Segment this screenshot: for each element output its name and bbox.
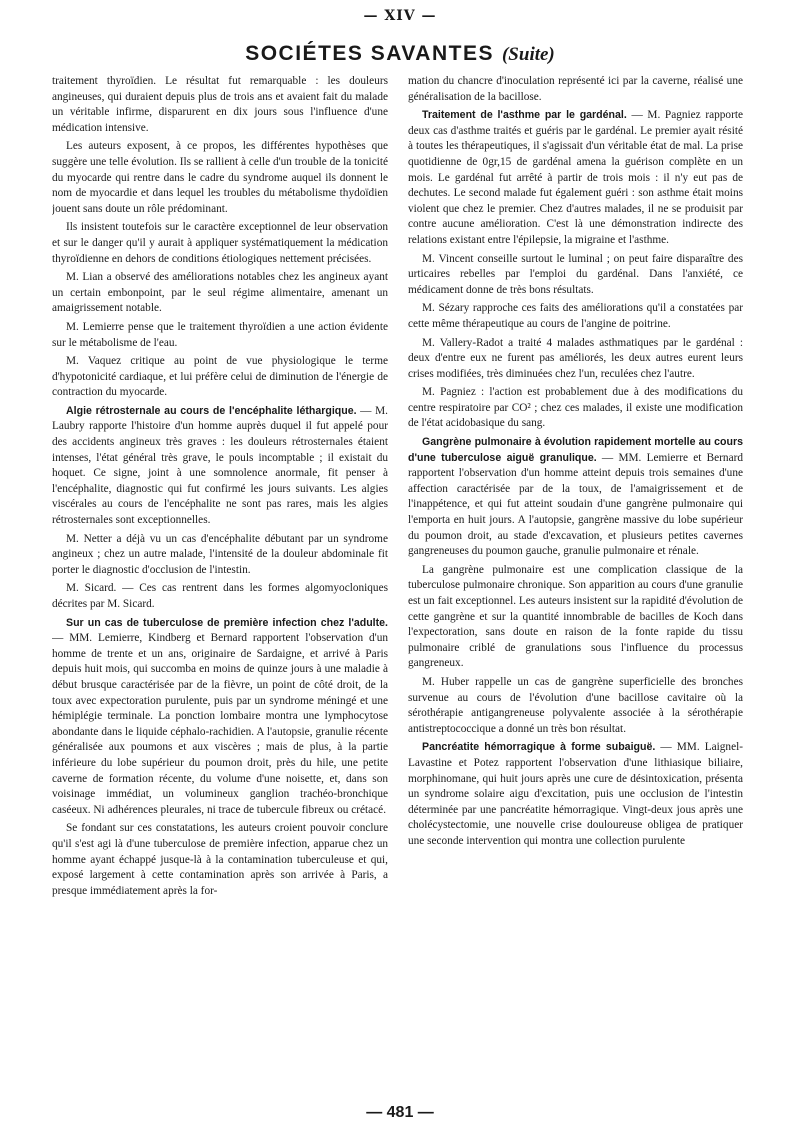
paragraph — [408, 336, 743, 383]
paragraph — [408, 675, 743, 737]
paragraph — [52, 532, 388, 579]
paragraph — [52, 404, 388, 529]
paragraph-text: Se fondant sur ces constatations, les auteurs croient pouvoir conclure qu'il s'est agi là d'une tuberculose de première infection, apparue chez un homme ayant échappé jusque-là à la contamination tuberculeuse et qui, exposé largement à cette contamination après son arrivée à Paris, a presque immédiatement après la for- — [52, 822, 388, 897]
right-column — [408, 74, 743, 1086]
paragraph-text: M. Lemierre pense que le traitement thyroïdien a une action évidente sur le métabolisme de l'eau. — [52, 320, 388, 349]
paragraph-text: Les auteurs exposent, à ce propos, les différentes hypothèses que suggère une telle évolution. Ils se rallient à celle d'un trouble de la tonicité du myocarde qui rentre dans le cadre du syndrome auquel ils donnent le nom de myocardie et dans lequel les troubles du métabolisme thydoïdien jouent sans doute un rôle prédominant. — [52, 140, 388, 215]
paragraph — [52, 220, 388, 267]
paragraph-heading: Sur un cas de tuberculose de première infection chez l'adulte. — [66, 616, 388, 629]
paragraph-text: M. Vincent conseille surtout le luminal ; on peut faire disparaître des urticaires rebelles par l'emploi du gardénal. Dans l'anxiété, ce médicament donne de très bons résultats. — [408, 252, 743, 296]
paragraph — [408, 385, 743, 432]
paragraph-text: M. Netter a déjà vu un cas d'encéphalite débutant par un syndrome angineux ; chez un autre malade, l'intensité de la douleur abdominale fit porter le diagnostic d'occlusion de l'intestin. — [52, 532, 388, 576]
paragraph-text: — MM. Lemierre, Kindberg et Bernard rapportent l'observation d'un homme de trente et un ans, originaire de Sardaigne, et arrivé à Paris depuis huit mois, qui succomba en moins de quinze jours à une maladie à début brusque caractérisée par de la fièvre, un point de côté droit, de la toux avec expectoration purulente, puis par un syndrome méningé et une hémiplégie terminale. La ponction lombaire montra une lymphocytose abondante dans le liquide céphalo-rachidien. A l'autopsie, granulie récente généralisée aux poumons et aux viscères ; mais de plus, à la partie inférieure du lobe supérieur du poumon droit, près du hile, une petite caverne de formation récente, du volume d'une noisette, et, dans son voisinage immédiat, un volumineux ganglion trachéo-bronchique caséeux. Ni adhérences pleurales, ni trace de tubercule fibreux ou crétacé. — [52, 632, 388, 816]
section-title — [0, 42, 800, 66]
paragraph-text: Ils insistent toutefois sur le caractère exceptionnel de leur observation et sur le danger qu'il y aurait à appliquer systématiquement la médication thyroïdienne en dehors de conditions étiologiques nettement précisées. — [52, 221, 388, 265]
paragraph-text: — MM. Lemierre et Bernard rapportent l'observation d'un homme atteint depuis trois semaines d'une affection caractérisée par de la toux, de l'amaigrissement et de l'inappétence, et qui fut atteint soudain d'une gangrène pulmonaire qui l'emporta en huit jours. A l'autopsie, gangrène massive du lobe supérieur du poumon droit, au stade d'excavation, et plusieurs petites cavernes gangreneuses du poumon gauche, granulie pulmonaire et rénale. — [408, 451, 743, 558]
paragraph — [408, 74, 743, 105]
paragraph-heading: Gangrène pulmonaire à évolution rapidement mortelle au cours d'une tuberculose aiguë granulique. — [408, 436, 743, 464]
paragraph — [408, 740, 743, 849]
section-title-suite: (Suite) — [501, 44, 555, 65]
paragraph — [52, 74, 388, 136]
paragraph — [408, 108, 743, 248]
paragraph — [408, 563, 743, 672]
paragraph — [52, 581, 388, 612]
paragraph-text: M. Lian a observé des améliorations notables chez les angineux ayant un certain embonpoint, par le seul régime alimentaire, amenant un amaigrissement notable. — [52, 271, 388, 315]
paragraph — [408, 301, 743, 332]
left-column — [52, 74, 388, 1086]
paragraph — [52, 616, 388, 819]
paragraph-text: — M. Laubry rapporte l'histoire d'un homme auprès duquel il fut appelé pour des accidents angineux très graves : les douleurs rétrosternales étaient intenses, l'état général très grave, le pouls incomptable ; il existait du hoquet. Ce signe, joint à une somnolence anormale, fit penser à l'encéphalite, diagnostic qui fut confirmé les jours suivants. Les algies viscérales au cours de l'encéphalite ne sont pas rares, mais les algies rétrosternales sont exceptionnelles. — [52, 404, 388, 527]
paragraph-heading: Traitement de l'asthme par le gardénal. — [422, 109, 627, 122]
paragraph — [52, 270, 388, 317]
page-number: — 481 — — [366, 1104, 434, 1121]
paragraph-text: — MM. Laignel-Lavastine et Potez rapportent l'observation d'une lithiasique biliaire, morphinomane, qui huit jours après une cure de désintoxication, présenta un syndrome solaire aigu d'excitation, puis une occlusion de l'intestin déterminée par une pancréatite hémorragique. Vingt-deux jous après une cholécystectomie, une nouvelle crise douloureuse obligea de pratiquer une seconde intervention qui montra une collection purulente — [408, 741, 743, 847]
paragraph — [52, 139, 388, 217]
paragraph-text: M. Vaquez critique au point de vue physiologique le terme d'hypotonicité cardiaque, et lui préfère celui de diminution de l'énergie de contraction du myocarde. — [52, 355, 388, 399]
paragraph-text: mation du chancre d'inoculation représenté ici par la caverne, réalisé une généralisation de la bacillose. — [408, 75, 743, 103]
paragraph — [408, 252, 743, 299]
paragraph — [52, 821, 388, 899]
paragraph-heading: Pancréatite hémorragique à forme subaiguë. — [422, 741, 656, 754]
section-title-main: SOCIÉTES SAVANTES — [245, 42, 494, 65]
paragraph-text: M. Sézary rapproche ces faits des améliorations qu'il a constatées par cette même thérapeutique au cours de l'angine de poitrine. — [408, 302, 743, 330]
paragraph-text: traitement thyroïdien. Le résultat fut remarquable : les douleurs angineuses, qui duraient depuis plus de trois ans et avaient fait du malade un véritable infirme, disparurent en dix jours sous l'influence d'une médication intensive. — [52, 75, 388, 134]
paragraph-text: La gangrène pulmonaire est une complication classique de la tuberculose pulmonaire chronique. Son apparition au cours d'une granulie est un fait exceptionnel. Les auteurs insistent sur la rapidité d'évolution de cette gangrène et sur la quantité innombrable de bacilles de Koch dans l'expectoration, sans doute en raison de la fonte rapide du tissu pulmonaire criblé de granulations sous l'influence du processus gangreneux. — [408, 563, 743, 670]
paragraph-text: M. Sicard. — Ces cas rentrent dans les formes algomyocloniques décrites par M. Sicard. — [52, 582, 388, 610]
paragraph — [52, 354, 388, 401]
paragraph-text: — M. Pagniez rapporte deux cas d'asthme traités et guéris par le gardénal. Le premier ayait résité à toutes les thérapeutiques, il s'agissait d'un véritable état de mal. La prise quotidienne de 0gr,15 de gardénal amena la guérison complète en un mois. Le gardénal fut arrêté à partir de trois mois : il n'y eut pas de dechutes. Le second malade fut également guéri : son asthme était moins violent que chez le premier. Chez d'autres malades, il ne se produisit par contre aucune amélioration. C'est là une démonstration indirecte des relations existant entre l'épilepsie, la migraine et l'asthme. — [408, 109, 743, 246]
paragraph-heading: Algie rétrosternale au cours de l'encéphalite léthargique. — [66, 404, 357, 417]
paragraph-text: M. Pagniez : l'action est probablement due à des modifications du centre respiratoire par CO² ; chez ces malades, il existe une modification de l'état acidobasique du sang. — [408, 386, 743, 430]
paragraph-text: M. Huber rappelle un cas de gangrène superficielle des bronches survenue au cours de l'évolution d'une bacillose cavitaire où la sérothérapie antigangreneuse polyvalente associée à la sérothérapie antistreptococcique a donné un très bon résultat. — [408, 675, 743, 735]
paragraph — [408, 435, 743, 560]
paragraph — [52, 320, 388, 351]
paragraph-text: M. Vallery-Radot a traité 4 malades asthmatiques par le gardénal : deux d'entre eux ne furent pas améliorés, les deux autres eurent leurs crises modifiées, très diminuées chez l'un, reculées chez l'autre. — [408, 336, 743, 380]
page-roman-numeral: — XIV — — [363, 8, 437, 24]
